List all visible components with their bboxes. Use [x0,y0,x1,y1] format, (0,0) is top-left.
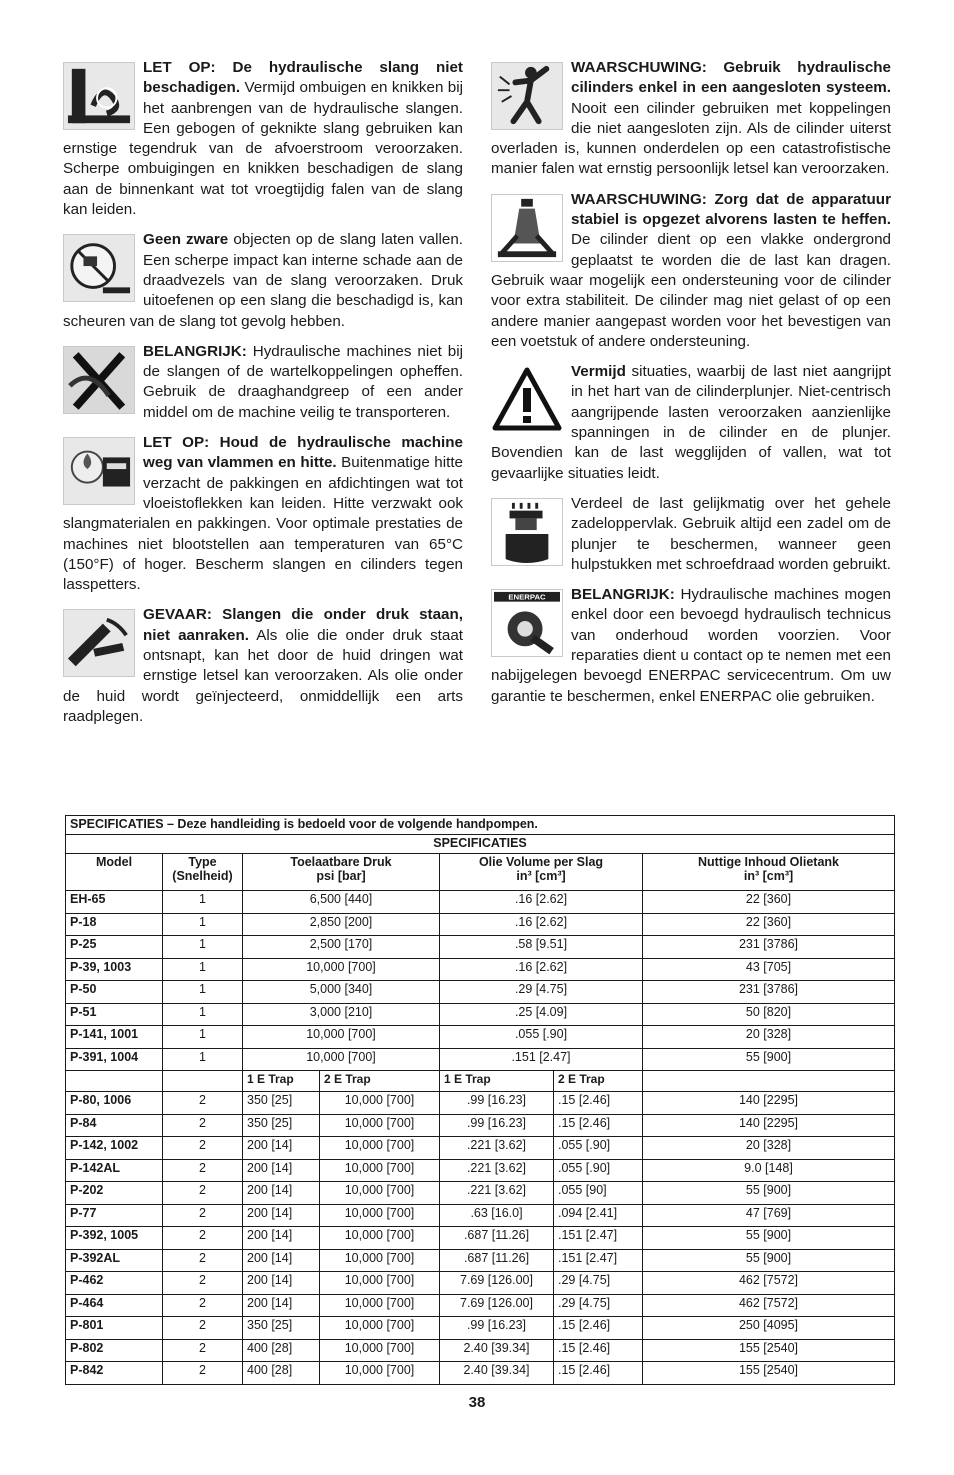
saddle-icon [491,498,563,566]
table-cell: .221 [3.62] [440,1159,554,1182]
paragraph-lead: BELANGRIJK: [571,586,675,604]
table-cell: .63 [16.0] [440,1204,554,1227]
model-cell: P-802 [66,1339,163,1362]
model-cell: P-51 [66,1003,163,1026]
table-cell: .151 [2.47] [554,1249,643,1272]
table-row [66,1182,895,1205]
table-subcaption: SPECIFICATIES [66,835,895,854]
no-heavy-objects-icon [63,234,135,302]
table-cell: 10,000 [700] [320,1249,440,1272]
table-cell: 22 [360] [643,891,895,914]
table-cell: 50 [820] [643,1003,895,1026]
right-paragraph [491,190,891,352]
paragraph-text: situaties, waarbij de last niet aangrijpt in het hart van de cilinderplunjer. Niet-centrisch aangrijpende lasten veroorzaken aanzienlijke spanningen in de cilinder en de plunjer. Bovendien kan de last wegglijden of vallen, wat tot gevaarlijke situaties leidt. [491,363,891,482]
model-cell: P-464 [66,1294,163,1317]
table-cell: .29 [4.75] [554,1272,643,1295]
table-row [66,981,895,1004]
hose-kink-icon [63,62,135,130]
table-cell: 200 [14] [243,1159,320,1182]
table-cell: 20 [328] [643,1137,895,1160]
table-cell: 2 [163,1137,243,1160]
table-row [66,1362,895,1385]
table-cell: 5,000 [340] [243,981,440,1004]
table-cell: 2 [163,1317,243,1340]
right-paragraph [491,585,891,707]
table-cell: 7.69 [126.00] [440,1272,554,1295]
stable-setup-icon [491,194,563,262]
table-row [66,1249,895,1272]
pressurized-hose-icon [63,609,135,677]
table-row [66,958,895,981]
table-cell: 1 [163,1026,243,1049]
table-cell: 2,500 [170] [243,936,440,959]
table-cell: 1 [163,913,243,936]
table-cell: 462 [7572] [643,1272,895,1295]
table-cell: 231 [3786] [643,981,895,1004]
paragraph-lead: GEVAAR: Slangen die onder druk staan, niet aanraken. [143,606,463,644]
table-cell: .15 [2.46] [554,1339,643,1362]
table-row [66,1339,895,1362]
table-cell: 20 [328] [643,1026,895,1049]
model-cell: P-18 [66,913,163,936]
table-cell: 350 [25] [243,1092,320,1115]
stage-label: 2 E Trap [554,1071,643,1092]
table-cell: 2 [163,1159,243,1182]
model-cell: P-142, 1002 [66,1137,163,1160]
left-paragraph [63,58,463,220]
table-cell: 10,000 [700] [320,1362,440,1385]
paragraph-lead: Geen zware [143,231,229,249]
table-cell: 155 [2540] [643,1339,895,1362]
table-cell: 2 [163,1182,243,1205]
model-cell: P-84 [66,1114,163,1137]
table-cell: 2 [163,1362,243,1385]
paragraph-lead: LET OP: De hydraulische slang niet beschadigen. [143,59,463,97]
table-cell: 10,000 [700] [320,1114,440,1137]
table-cell: 10,000 [700] [320,1204,440,1227]
table-cell: .29 [4.75] [440,981,643,1004]
table-cell: .16 [2.62] [440,958,643,981]
table-cell: 400 [28] [243,1362,320,1385]
table-cell: 462 [7572] [643,1294,895,1317]
table-cell: .151 [2.47] [554,1227,643,1250]
table-cell: 43 [705] [643,958,895,981]
table-cell: 47 [769] [643,1204,895,1227]
table-cell: 140 [2295] [643,1092,895,1115]
table-cell: .151 [2.47] [440,1048,643,1071]
table-cell: .99 [16.23] [440,1317,554,1340]
table-cell: 2 [163,1339,243,1362]
table-cell: 10,000 [700] [320,1339,440,1362]
table-row [66,1317,895,1340]
table-cell: 9.0 [148] [643,1159,895,1182]
table-cell: 2 [163,1092,243,1115]
table-cell: 10,000 [700] [320,1137,440,1160]
model-cell: P-202 [66,1182,163,1205]
stage-label: 1 E Trap [440,1071,554,1092]
table-cell: .15 [2.46] [554,1362,643,1385]
table-row [66,1048,895,1071]
model-cell: P-462 [66,1272,163,1295]
table-cell: 2 [163,1294,243,1317]
table-cell: 200 [14] [243,1249,320,1272]
table-cell: 140 [2295] [643,1114,895,1137]
table-cell [66,1071,163,1092]
table-cell: 2 [163,1204,243,1227]
table-cell: 1 [163,891,243,914]
table-cell: .055 [90] [554,1182,643,1205]
person-hazard-icon [491,62,563,130]
table-cell: 400 [28] [243,1339,320,1362]
table-cell: 22 [360] [643,913,895,936]
table-cell: 10,000 [700] [320,1159,440,1182]
model-cell: P-50 [66,981,163,1004]
header-volume: Olie Volume per Slag in³ [cm³] [440,854,643,891]
table-cell: 10,000 [700] [320,1272,440,1295]
table-cell: .094 [2.41] [554,1204,643,1227]
table-row [66,1227,895,1250]
specifications-table [65,815,895,1385]
model-cell: EH-65 [66,891,163,914]
paragraph-lead: BELANGRIJK: [143,342,247,360]
paragraph-text: Hydraulische machines mogen enkel door een bevoegd hydraulisch technicus van onderhoud worden voorzien. Voor reparaties dient u contact op te nemen met een nabijgelegen bevoegd ENERPAC servicecentrum. Om uw garantie te beschermen, enkel ENERPAC olie gebruiken. [491,586,891,705]
table-cell: .15 [2.46] [554,1114,643,1137]
model-cell: P-392AL [66,1249,163,1272]
model-cell: P-77 [66,1204,163,1227]
table-cell: 1 [163,1003,243,1026]
table-cell: 155 [2540] [643,1362,895,1385]
table-cell: 200 [14] [243,1294,320,1317]
table-row [66,936,895,959]
header-pressure: Toelaatbare Druk psi [bar] [243,854,440,891]
table-cell: 250 [4095] [643,1317,895,1340]
page-number: 38 [468,1394,486,1411]
table-cell: 10,000 [700] [320,1317,440,1340]
table-cell: .055 [.90] [554,1137,643,1160]
table-row [66,913,895,936]
right-column [491,58,891,717]
table-cell: 2.40 [39.34] [440,1339,554,1362]
table-cell: 3,000 [210] [243,1003,440,1026]
stage-header-row [66,1071,895,1092]
right-paragraph [491,362,891,484]
table-row [66,1159,895,1182]
table-cell: 55 [900] [643,1048,895,1071]
model-cell: P-391, 1004 [66,1048,163,1071]
table-cell: .687 [11.26] [440,1249,554,1272]
model-cell: P-842 [66,1362,163,1385]
right-paragraph [491,58,891,180]
table-cell: 10,000 [700] [320,1092,440,1115]
table-cell: .221 [3.62] [440,1137,554,1160]
table-row [66,1137,895,1160]
paragraph-text: Nooit een cilinder gebruiken met koppelingen die niet aangesloten zijn. Als de cilinder uiterst overladen is, kunnen onderdelen op een catastrofistische manier falen wat ernstig persoonlijk letsel kan veroorzaken. [491,99,891,178]
table-row [66,891,895,914]
left-paragraph [63,433,463,595]
table-cell: .99 [16.23] [440,1114,554,1137]
table-cell: .221 [3.62] [440,1182,554,1205]
table-cell: .055 [.90] [554,1159,643,1182]
table-row [66,1114,895,1137]
left-paragraph [63,230,463,331]
table-cell: 2.40 [39.34] [440,1362,554,1385]
table-cell: 2 [163,1249,243,1272]
table-cell: 1 [163,981,243,1004]
paragraph-text: De cilinder dient op een vlakke ondergrond geplaatst te worden die de last kan dragen. Gebruik waar mogelijk een ondersteuning voor de cilinder voor extra stabiliteit. De cilinder mag niet gelast of op een andere manier aangepast worden voor het bevestigen van een voetstuk of andere ondersteuning. [491,231,891,350]
table-cell: 200 [14] [243,1137,320,1160]
header-type: Type (Snelheid) [163,854,243,891]
warning-triangle-icon [491,366,563,434]
left-paragraph [63,605,463,727]
paragraph-lead: Vermijd [571,363,626,381]
table-cell: 1 [163,1048,243,1071]
model-cell: P-80, 1006 [66,1092,163,1115]
table-cell: .29 [4.75] [554,1294,643,1317]
table-cell: 10,000 [700] [243,958,440,981]
table-cell: .99 [16.23] [440,1092,554,1115]
table-row [66,1003,895,1026]
table-cell: 7.69 [126.00] [440,1294,554,1317]
table-cell: 10,000 [700] [320,1294,440,1317]
model-cell: P-801 [66,1317,163,1340]
table-cell: 231 [3786] [643,936,895,959]
paragraph-text: Verdeel de last gelijkmatig over het gehele zadeloppervlak. Gebruik altijd een zadel om de plunjer te beschermen, wanneer geen hulpstukken met schroefdraad worden gebruikt. [571,494,891,573]
table-cell: 55 [900] [643,1249,895,1272]
table-cell: 55 [900] [643,1182,895,1205]
paragraph-text: Buitenmatige hitte verzacht de pakkingen en afdichtingen wat tot vloeistoflekken kan leiden. Hitte verzwakt ook slangmaterialen en pakkingen. Voor optimale prestaties de machines niet blootstellen aan temperaturen van 65°C (150°F) of hoger. Bescherm slangen en cilinders tegen lasspetters. [63,454,463,594]
table-cell: 1 [163,936,243,959]
paragraph-lead: LET OP: Houd de hydraulische machine weg van vlammen en hitte. [143,434,463,472]
table-cell: 2 [163,1114,243,1137]
paragraph-text: Hydraulische machines niet bij de slangen of de wartelkoppelingen opheffen. Gebruik de draaghandgreep of een ander middel om de machine veilig te transporteren. [143,342,463,421]
model-cell: P-39, 1003 [66,958,163,981]
header-model: Model [66,854,163,891]
table-cell: 2,850 [200] [243,913,440,936]
stage-label: 2 E Trap [320,1071,440,1092]
table-cell: .15 [2.46] [554,1092,643,1115]
model-cell: P-392, 1005 [66,1227,163,1250]
paragraph-text: Als olie die onder druk staat ontsnapt, kan het door de huid dringen wat ernstige letsel kan veroorzaken. Als olie onder de huid wordt geïnjecteerd, onmiddellijk een arts raadplegen. [63,626,463,725]
left-column [63,58,463,737]
table-cell: 10,000 [700] [320,1182,440,1205]
table-cell: .16 [2.62] [440,891,643,914]
table-cell: 55 [900] [643,1227,895,1250]
table-cell: 350 [25] [243,1317,320,1340]
table-cell [643,1071,895,1092]
table-cell: .15 [2.46] [554,1317,643,1340]
model-cell: P-142AL [66,1159,163,1182]
model-cell: P-141, 1001 [66,1026,163,1049]
model-cell: P-25 [66,936,163,959]
no-lift-by-hose-icon [63,346,135,414]
table-cell: .16 [2.62] [440,913,643,936]
table-cell: 350 [25] [243,1114,320,1137]
table-cell [163,1071,243,1092]
paragraph-lead: WAARSCHUWING: Zorg dat de apparatuur stabiel is opgezet alvorens lasten te heffen. [571,190,891,229]
paragraph-lead: WAARSCHUWING: Gebruik hydraulische cilinders enkel in een aangesloten systeem. [571,59,891,97]
enerpac-service-icon [491,589,563,657]
table-cell: 2 [163,1227,243,1250]
table-cell: 10,000 [700] [243,1048,440,1071]
table-cell: .055 [.90] [440,1026,643,1049]
table-row [66,1026,895,1049]
table-row [66,1294,895,1317]
table-cell: 10,000 [700] [243,1026,440,1049]
stage-label: 1 E Trap [243,1071,320,1092]
table-cell: 1 [163,958,243,981]
table-cell: 6,500 [440] [243,891,440,914]
left-paragraph [63,342,463,423]
table-cell: 2 [163,1272,243,1295]
table-cell: .58 [9.51] [440,936,643,959]
table-row [66,1204,895,1227]
paragraph-text: objecten op de slang laten vallen. Een scherpe impact kan interne schade aan de draadvezels van de slang veroorzaken. Druk uitoefenen op een slang die beschadigd is, kan scheuren van de slang tot gevolg hebben. [63,231,463,330]
header-tank: Nuttige Inhoud Olietank in³ [cm³] [643,854,895,891]
table-cell: 200 [14] [243,1227,320,1250]
table-cell: .687 [11.26] [440,1227,554,1250]
table-cell: 200 [14] [243,1182,320,1205]
table-row [66,1092,895,1115]
enerpac-logo-text: ENERPAC [508,592,546,602]
table-cell: 200 [14] [243,1204,320,1227]
heat-flame-icon [63,437,135,505]
paragraph-text: Vermijd ombuigen en knikken bij het aanbrengen van de hydraulische slangen. Een gebogen of geknikte slang gebruiken kan ernstige tegendruk van de afvoerstroom veroorzaken. Scherpe ombuigingen en knikken beschadigen de slang aan de binnenkant wat tot vroegtijdig falen van de slang kan leiden. [63,79,463,219]
table-cell: .25 [4.09] [440,1003,643,1026]
table-cell: 10,000 [700] [320,1227,440,1250]
table-cell: 200 [14] [243,1272,320,1295]
table-row [66,1272,895,1295]
right-paragraph [491,494,891,575]
table-caption: SPECIFICATIES – Deze handleiding is bedoeld voor de volgende handpompen. [66,816,895,835]
